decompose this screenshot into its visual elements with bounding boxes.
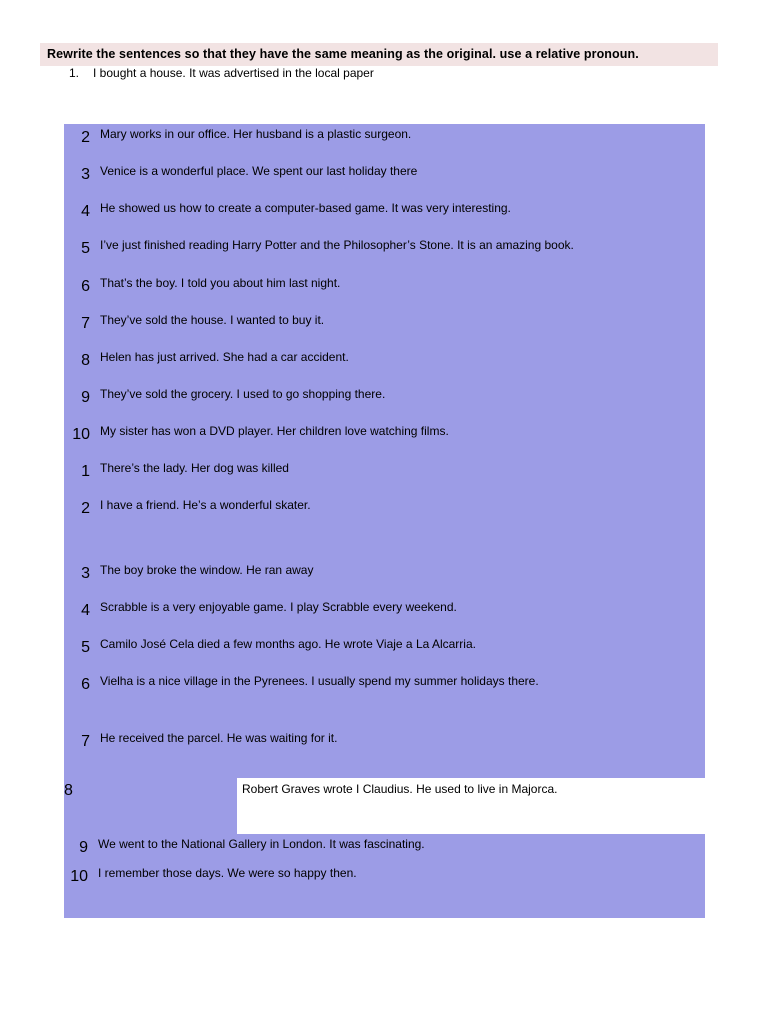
row-sentence: We went to the National Gallery in London. It was fascinating. (98, 837, 425, 851)
row-number: 3 (81, 166, 90, 183)
row-sentence: They’ve sold the grocery. I used to go shopping there. (100, 387, 386, 401)
row-number: 2 (81, 129, 90, 146)
row-number: 9 (79, 839, 88, 856)
row-sentence: He received the parcel. He was waiting for it. (100, 731, 338, 745)
row-number: 6 (81, 278, 90, 295)
row-number: 10 (70, 868, 88, 885)
row-sentence: I remember those days. We were so happy then. (98, 866, 357, 880)
row-number: 7 (81, 733, 90, 750)
row-sentence: I’ve just finished reading Harry Potter and the Philosopher’s Stone. It is an amazing book. (100, 238, 574, 252)
row-sentence: Robert Graves wrote I Claudius. He used to live in Majorca. (242, 782, 558, 796)
row-sentence: I have a friend. He’s a wonderful skater. (100, 498, 311, 512)
row-number: 7 (81, 315, 90, 332)
row-number: 9 (81, 389, 90, 406)
example-number: 1. (69, 66, 80, 80)
row-sentence: Mary works in our office. Her husband is a plastic surgeon. (100, 127, 412, 141)
row-number: 5 (81, 240, 90, 257)
row-sentence: Vielha is a nice village in the Pyrenees. I usually spend my summer holidays there. (100, 674, 539, 688)
row-sentence: The boy broke the window. He ran away (100, 563, 314, 577)
row-sentence: Helen has just arrived. She had a car accident. (100, 350, 349, 364)
row-number: 4 (81, 602, 90, 619)
row-sentence: My sister has won a DVD player. Her children love watching films. (100, 424, 449, 438)
exercise-block-left-strip (64, 778, 237, 834)
example-sentence (69, 66, 374, 80)
answer-box-row-8 (237, 778, 705, 834)
row-sentence: Venice is a wonderful place. We spent our last holiday there (100, 164, 418, 178)
instruction-header: Rewrite the sentences so that they have the same meaning as the original. use a relative pronoun. (40, 43, 718, 66)
row-number: 2 (81, 500, 90, 517)
row-number: 4 (81, 203, 90, 220)
row-sentence: They’ve sold the house. I wanted to buy it. (100, 313, 325, 327)
row-number: 10 (72, 426, 90, 443)
row-sentence: He showed us how to create a computer-based game. It was very interesting. (100, 201, 511, 215)
row-number: 6 (81, 676, 90, 693)
row-sentence: There’s the lady. Her dog was killed (100, 461, 289, 475)
row-number: 8 (64, 782, 73, 799)
row-number: 3 (81, 565, 90, 582)
row-sentence: That’s the boy. I told you about him last night. (100, 276, 341, 290)
row-number: 8 (81, 352, 90, 369)
row-sentence: Camilo José Cela died a few months ago. He wrote Viaje a La Alcarria. (100, 637, 476, 651)
row-sentence: Scrabble is a very enjoyable game. I play Scrabble every weekend. (100, 600, 457, 614)
row-number: 5 (81, 639, 90, 656)
row-number: 1 (81, 463, 90, 480)
example-text: I bought a house. It was advertised in the local paper (93, 66, 374, 80)
